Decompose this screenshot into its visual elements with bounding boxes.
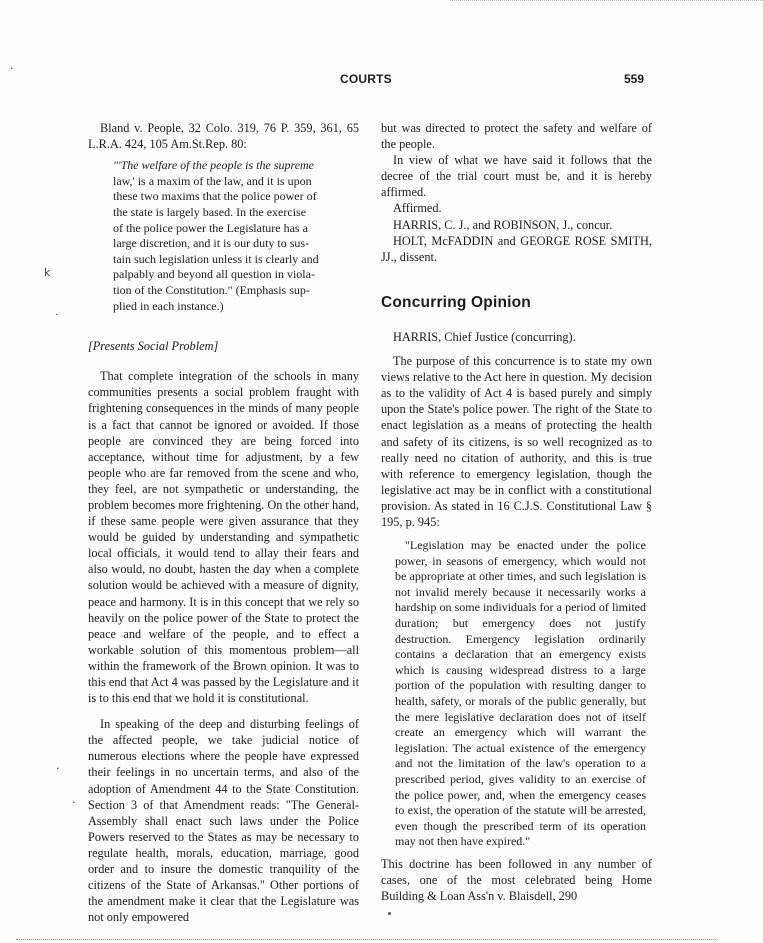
quote-line: law,' is a maxim of the law, and it is upon: [113, 173, 312, 188]
section-heading: [Presents Social Problem]: [88, 339, 219, 354]
block-quote: "Legislation may be enacted under the police power, in seasons of emergency, which would not be appropriate at other times, and such legislation is not invalid merely because it necessarily works a hardship on some individuals for a period of limited duration; but emergency does not justify destruction. Emergency legislation ordinarily contains a declaration that an emergency exists which is causing widespread distress to a large portion of the population with resulting danger to health, safety, or morals of the public generally, but the mere legislative declaration does not of itself create an emergency which will warrant the legislation. The actual existence of the emergency and not the limitation of the law's operation to a prescribed period, gives validity to an exercise of the police power, and, when the emergency ceases to exist, the operation of the statute will be arrested, even though the prescribed term of its operation may not then have expired.": [395, 538, 646, 849]
left-column: [88, 120, 359, 925]
margin-dot: ·: [72, 796, 76, 809]
scan-edge-dots: [450, 0, 763, 5]
quote-line: these two maxims that the police power of: [113, 189, 317, 204]
quote-line: of the police power the Legislature has a: [113, 220, 308, 235]
author-line: HARRIS, Chief Justice (concurring).: [393, 329, 576, 344]
page-number: 559: [624, 72, 645, 86]
concurring-opinion-title: Concurring Opinion: [381, 293, 531, 311]
continuation-text: but was directed to protect the safety and welfare of the people.: [381, 121, 652, 152]
quote-line: large discretion, and it is our duty to sus-: [113, 236, 310, 251]
running-head: COURTS: [340, 72, 392, 86]
body-paragraph: In speaking of the deep and disturbing feelings of the affected people, we take judicial notice of numerous elections where the people have expressed their feelings in no uncertain terms, and also of the adoption of Amendment 44 to the State Constitution. Section 3 of that Amendment reads: "The General-Assembly shall enact such laws under the Police Powers reserved to the States as may be necessary to regulate health, morals, education, marriage, good order and to insure the domestic tranquility of the citizens of the State of Arkansas." Other portions of the amendment make it clear that the Legislature was not only empowered: [88, 717, 359, 925]
holding-paragraph: In view of what we have said it follows that the decree of the trial court must be, and it is hereby affirmed.: [381, 153, 652, 200]
scan-dot: [388, 912, 391, 915]
concur-line: HARRIS, C. J., and ROBINSON, J., concur.: [393, 217, 613, 232]
scan-edge-rule: [16, 939, 716, 940]
affirmed-line: Affirmed.: [393, 201, 442, 216]
quote-line: tain such legislation unless it is clearly and: [113, 251, 319, 266]
margin-dot: ·: [55, 308, 59, 321]
quote-line: palpably and beyond all question in viola-: [113, 267, 315, 282]
margin-mark: k: [44, 266, 51, 279]
quote-block: [99, 158, 359, 314]
dissent-line: HOLT, McFADDIN and GEORGE ROSE SMITH, JJ., dissent.: [381, 233, 652, 264]
case-citation: Bland v. People, 32 Colo. 319, 76 P. 359, 361, 65 L.R.A. 424, 105 Am.St.Rep. 80:: [88, 121, 359, 152]
right-column: [381, 120, 652, 904]
quote-line: the state is largely based. In the exercise: [113, 204, 307, 219]
body-paragraph: This doctrine has been followed in any number of cases, one of the most celebrated being Home Building & Loan Ass'n v. Blaisdell, 290: [381, 856, 652, 904]
body-paragraph: The purpose of this concurrence is to state my own views relative to the Act here in question. My decision as to the validity of Act 4 is based purely and simply upon the State's police power. The right of the State to enact legislation as a means of protecting the health and safety of its citizens, is so well recognized as to really need no citation of authority, and this is true with reference to emergency legislation, though the legislative act may be in conflict with a constitutional provision. As stated in 16 C.J.S. Constitutional Law § 195, p. 945:: [381, 354, 652, 529]
quote-line: tion of the Constitution." (Emphasis sup-: [113, 282, 310, 297]
quote-line: plied in each instance.): [113, 298, 224, 313]
body-paragraph: That complete integration of the schools in many communities presents a social problem fraught with frightening consequences in the minds of many people is a fact that cannot be ignored or avoided. If those people are convinced they are being forced into acceptance, without time for adjustment, by a few people who are far removed from the scene and who, they feel, are not sympathetic or understanding, the problem becomes more frightening. On the other hand, if these same people were given assurance that they would be guided by understanding and sympathetic local officials, it would tend to allay their fears and also would, no doubt, hasten the day when a complete solution would be achieved with a measure of dignity, peace and harmony. It is in this concept that we rely so heavily on the police power of the State to protect the peace and welfare of the people, and to effect a workable solution of this momentous problem—all within the framework of the Brown opinion. It was to this end that Act 4 was passed by the Legislature and it is to this end that we hold it is constitutional.: [88, 369, 359, 706]
margin-dot: ·: [10, 62, 14, 75]
quote-line: "'The welfare of the people is the supreme: [113, 158, 315, 173]
margin-dot: ·: [56, 762, 60, 775]
